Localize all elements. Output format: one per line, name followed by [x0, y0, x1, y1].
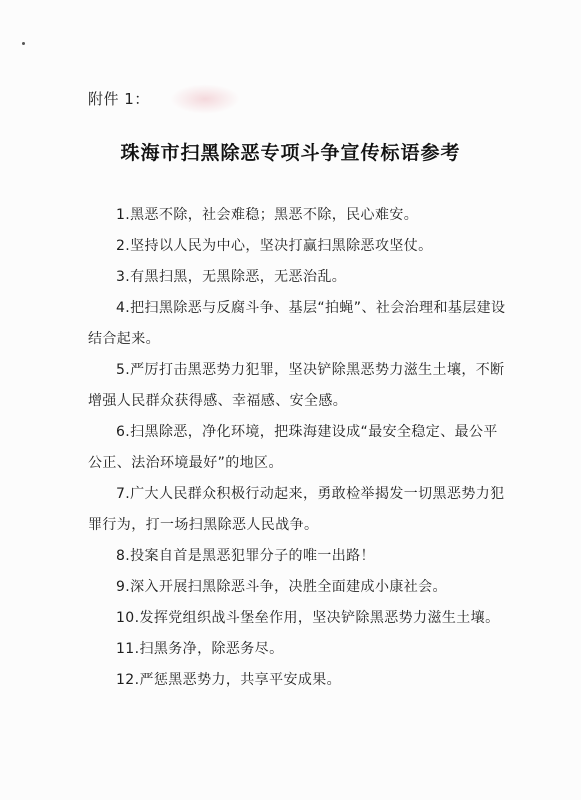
- slogan-item: 9.深入开展扫黑除恶斗争，决胜全面建成小康社会。: [116, 579, 447, 595]
- document-title: 珠海市扫黑除恶专项斗争宣传标语参考: [120, 142, 461, 164]
- slogan-list: [88, 200, 508, 696]
- slogan-item: 12.严惩黑恶势力，共享平安成果。: [116, 672, 342, 688]
- slogan-item: 10.发挥党组织战斗堡垒作用，坚决铲除黑恶势力滋生土壤。: [116, 610, 500, 626]
- slogan-item: 4.把扫黑除恶与反腐斗争、基层“拍蝇”、社会治理和基层建设结合起来。: [88, 300, 506, 347]
- attachment-label: 附件 1：: [88, 90, 150, 108]
- slogan-item: 1.黑恶不除，社会难稳；黑恶不除，民心难安。: [116, 207, 419, 223]
- scan-speck: [22, 42, 25, 45]
- slogan-item: 7.广大人民群众积极行动起来，勇敢检举揭发一切黑恶势力犯罪行为，打一场扫黑除恶人民战争。: [88, 486, 505, 533]
- slogan-item: 11.扫黑务净，除恶务尽。: [116, 641, 284, 657]
- faint-seal-mark: [170, 84, 240, 114]
- slogan-item: 3.有黑扫黑，无黑除恶，无恶治乱。: [116, 269, 347, 285]
- slogan-item: 6.扫黑除恶，净化环境，把珠海建设成“最安全稳定、最公平公正、法治环境最好”的地区。: [88, 424, 498, 471]
- slogan-item: 8.投案自首是黑恶犯罪分子的唯一出路！: [116, 548, 375, 564]
- slogan-item: 2.坚持以人民为中心，坚决打赢扫黑除恶攻坚仗。: [116, 238, 433, 254]
- slogan-item: 5.严厉打击黑恶势力犯罪，坚决铲除黑恶势力滋生土壤，不断增强人民群众获得感、幸福感、安全感。: [88, 362, 505, 409]
